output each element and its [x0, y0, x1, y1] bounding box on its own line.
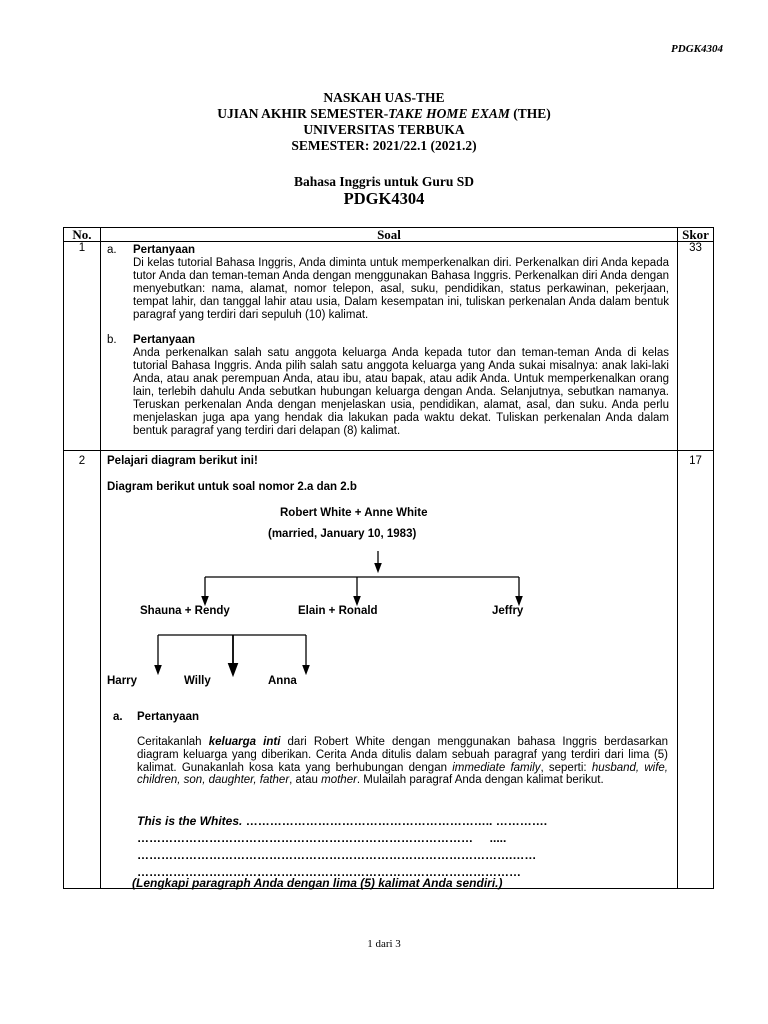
family-tree-diagram: [107, 455, 672, 705]
item-letter: b.: [107, 334, 117, 347]
item-text: Ceritakanlah keluarga inti dari Robert White dengan menggunakan bahasa Inggris berdasarkan diagram keluarga yang diberikan. Cerita Anda ditulis dalam sebuah paragraf yang terdiri dari lima (5) kalimat. Gunakanlah kosa kata yang berhubungan dengan immediate family, seperti: husband, wife, children, son, daughter, father, atau mother. Mulailah paragraf Anda dengan kalimat berikut.: [137, 735, 668, 787]
question-score: 33: [678, 242, 714, 451]
item-title: Pertanyaan: [133, 244, 196, 256]
question-score: 17: [678, 450, 714, 888]
header-line-1: NASKAH UAS-THE: [323, 90, 445, 105]
diagram-parents: Robert White + Anne White: [280, 506, 428, 519]
answer-line-1: This is the Whites. …………………………………………………….. ………….: [137, 813, 548, 828]
diagram-child-3: Jeffry: [492, 604, 524, 617]
diagram-intro: Diagram berikut untuk soal nomor 2.a dan 2.b: [107, 480, 357, 493]
diagram-grandchild-3: Anna: [268, 674, 297, 687]
header-line-4: SEMESTER: 2021/22.1 (2021.2): [291, 138, 477, 153]
start-sentence: This is the Whites.: [137, 813, 243, 828]
completion-note: (Lengkapi paragraph Anda dengan lima (5) kalimat Anda sendiri.): [132, 875, 503, 890]
question-row-1: [64, 242, 714, 451]
diagram-married-date: (married, January 10, 1983): [268, 527, 417, 540]
table-header-row: [64, 228, 714, 242]
header-line-2: UJIAN AKHIR SEMESTER-TAKE HOME EXAM (THE): [217, 106, 551, 121]
family-tree-lines: [107, 455, 672, 705]
question-number: 1: [64, 242, 101, 451]
instruction: Pelajari diagram berikut ini!: [107, 454, 258, 467]
course-code: PDGK4304: [343, 189, 425, 208]
diagram-child-2: Elain + Ronald: [298, 604, 378, 617]
page-number: 1 dari 3: [367, 938, 401, 950]
document-code: PDGK4304: [671, 43, 723, 55]
answer-line-4: ……………………………………………………………………………………: [137, 864, 521, 879]
diagram-child-1: Shauna + Rendy: [140, 604, 230, 617]
answer-line-2: ………………………………………………………………………… .....: [137, 830, 507, 845]
item-letter: a.: [113, 710, 123, 723]
item-letter: a.: [107, 244, 117, 256]
diagram-grandchild-1: Harry: [107, 674, 138, 687]
item-title: Pertanyaan: [137, 710, 200, 723]
item-text: Di kelas tutorial Bahasa Inggris, Anda diminta untuk memperkenalkan diri. Perkenalkan diri Anda kepada tutor Anda dan teman-teman Anda dengan menggunakan Bahasa Inggris. Perkenalkan diri Anda dengan menyebutkan: nama, alamat, nomor telepon, asal, suku, pendidikan, status perkawinan, pekerjaan, tempat lahir, dan tanggal lahir atau usia, Dalam kesempatan ini, tuliskan perkenalan Anda dalam bentuk paragraf yang terdiri dari sepuluh (10) kalimat.: [133, 256, 669, 321]
column-header-soal: Soal: [101, 228, 678, 242]
header-line-3: UNIVERSITAS TERBUKA: [303, 122, 465, 137]
answer-line-3: ………………………………………………………………………………….……: [137, 847, 537, 862]
question-table: [63, 227, 714, 889]
question-number: 2: [64, 450, 101, 888]
item-title: Pertanyaan: [133, 334, 196, 347]
question-content: [101, 242, 678, 451]
item-text: Anda perkenalkan salah satu anggota keluarga Anda kepada tutor dan teman-teman Anda di kelas tutorial Bahasa Inggris. Anda pilih salah satu anggota keluarga yang Anda sukai misalnya: anak laki-laki Anda, atau anak perempuan Anda, atau ibu, atau bapak, atau adik Anda. Untuk memperkenalkan orang lain, terlebih dahulu Anda sebutkan hubungan keluarga dengan Anda. Selanjutnya, sebutkan namanya. Teruskan perkenalan Anda dengan menjelaskan usia, pendidikan, alamat, asal, dan suku. Anda perlu menjelaskan juga apa yang hendak dia lakukan pada waktu dekat. Tuliskan perkenalan Anda dalam bentuk paragraf yang terdiri dari delapan (8) kalimat.: [133, 347, 669, 437]
column-header-no: No.: [64, 228, 101, 242]
question-content: [101, 450, 678, 888]
diagram-grandchild-2: Willy: [184, 674, 211, 687]
question-row-2: [64, 450, 714, 888]
course-name: Bahasa Inggris untuk Guru SD: [293, 174, 475, 189]
column-header-skor: Skor: [678, 228, 714, 242]
